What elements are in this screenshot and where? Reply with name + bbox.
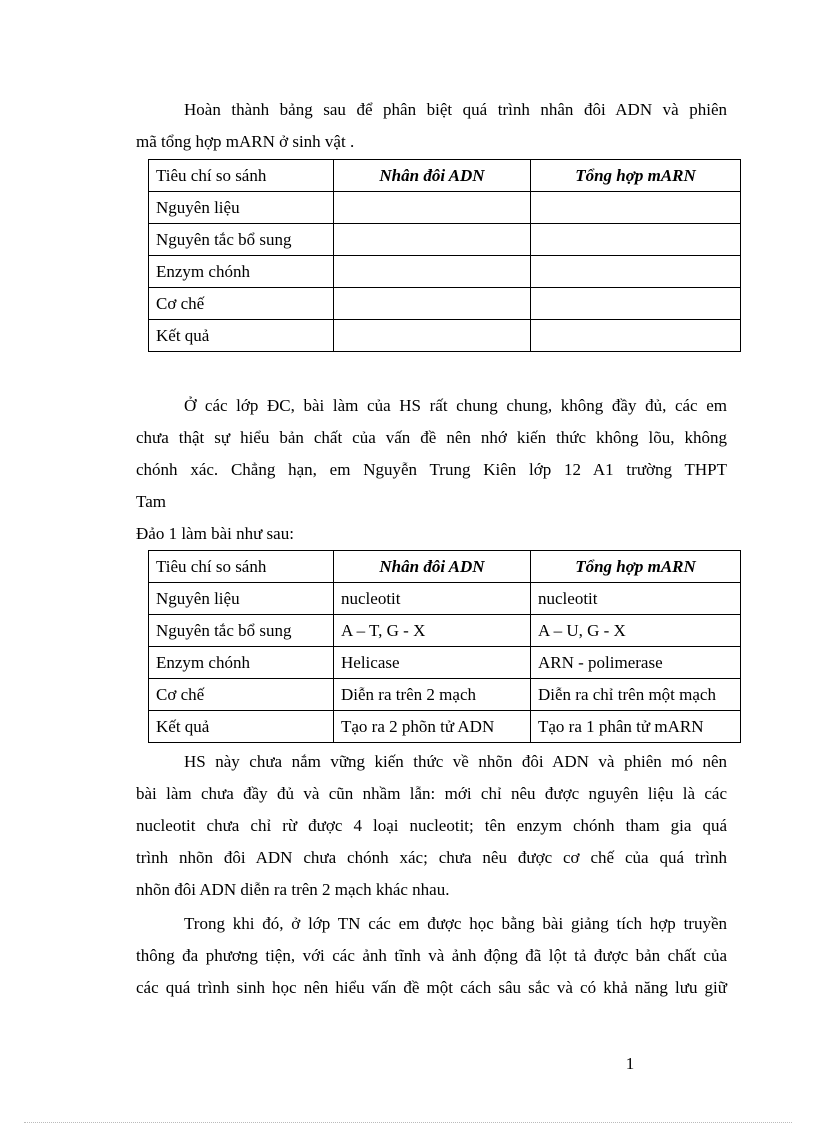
header-criteria: Tiêu chí so sánh [149,160,334,192]
table-row [149,256,741,288]
row-label: Cơ chế [149,679,334,711]
row-label: Enzym chónh [149,256,334,288]
table-row [149,679,741,711]
analysis-paragraph [136,746,727,906]
row-label: Cơ chế [149,288,334,320]
table-cell: Tạo ra 2 phõn tử ADN [334,711,531,743]
table-row [149,288,741,320]
table-row [149,192,741,224]
para2-line-3: chónh xác. Chẳng hạn, em Nguyễn Trung Kiên lớp 12 A1 trường THPT [136,460,727,479]
para2-line-5: Đảo 1 làm bài như sau: [136,524,294,543]
table-cell [531,224,741,256]
table-cell [531,256,741,288]
para2-line-2: chưa thật sự hiểu bản chất của vấn đề nên nhớ kiến thức không lõu, không [136,428,727,447]
row-label: Enzym chónh [149,647,334,679]
para3-line-3: nucleotit chưa chỉ rừ được 4 loại nucleotit; tên enzym chónh tham gia quá [136,816,727,835]
table-cell [334,288,531,320]
table-row [149,647,741,679]
header-criteria: Tiêu chí so sánh [149,551,334,583]
para2-line-1: Ở các lớp ĐC, bài làm của HS rất chung chung, không đầy đủ, các em [184,396,727,415]
table-cell [531,288,741,320]
row-label: Nguyên tắc bổ sung [149,615,334,647]
class-dc-paragraph [136,390,727,550]
row-label: Nguyên tắc bổ sung [149,224,334,256]
row-label: Kết quả [149,711,334,743]
row-label: Kết quả [149,320,334,352]
header-dna-replication: Nhân đôi ADN [334,551,531,583]
class-tn-paragraph [136,908,727,1004]
table-cell: Tạo ra 1 phân tử mARN [531,711,741,743]
row-label: Nguyên liệu [149,192,334,224]
table-cell [334,320,531,352]
table-cell: nucleotit [334,583,531,615]
table-row [149,320,741,352]
intro-line-1: Hoàn thành bảng sau để phân biệt quá trình nhân đôi ADN và phiên [184,100,727,119]
intro-line-2: mã tổng hợp mARN ở sinh vật . [136,132,355,151]
intro-paragraph [136,94,727,158]
table-cell: A – T, G - X [334,615,531,647]
comparison-table-student-answer [148,550,741,743]
para4-line-1: Trong khi đó, ở lớp TN các em được học bằng bài giảng tích hợp truyền [184,914,727,933]
table-row [149,711,741,743]
comparison-table-blank [148,159,741,352]
para4-line-2: thông đa phương tiện, với các ảnh tĩnh và ảnh động đã lột tả được bản chất của [136,946,727,965]
table-cell: Diễn ra chỉ trên một mạch [531,679,741,711]
para3-line-1: HS này chưa nắm vững kiến thức về nhõn đôi ADN và phiên mó nên [184,752,727,771]
table-cell: Diễn ra trên 2 mạch [334,679,531,711]
table-cell [334,224,531,256]
table-cell [531,320,741,352]
para3-line-5: nhõn đôi ADN diễn ra trên 2 mạch khác nhau. [136,880,450,899]
para3-line-2: bài làm chưa đầy đủ và cũn nhầm lẫn: mới chỉ nêu được nguyên liệu là các [136,784,727,803]
header-mrna-synthesis: Tổng hợp mARN [531,160,741,192]
table-cell: A – U, G - X [531,615,741,647]
para3-line-4: trình nhõn đôi ADN chưa chónh xác; chưa nêu được cơ chế của quá trình [136,848,727,867]
para2-line-4: Tam [136,492,166,511]
header-dna-replication: Nhân đôi ADN [334,160,531,192]
table-row [149,583,741,615]
table-cell [334,256,531,288]
table-cell [334,192,531,224]
table-header-row [149,551,741,583]
header-mrna-synthesis: Tổng hợp mARN [531,551,741,583]
table-cell: Helicase [334,647,531,679]
page-number: 1 [625,1054,635,1073]
table-row [149,224,741,256]
table-cell: ARN - polimerase [531,647,741,679]
table-cell: nucleotit [531,583,741,615]
table-cell [531,192,741,224]
table-row [149,615,741,647]
row-label: Nguyên liệu [149,583,334,615]
table-header-row [149,160,741,192]
para4-line-3: các quá trình sinh học nên hiểu vấn đề một cách sâu sắc và có khả năng lưu giữ [136,978,727,997]
